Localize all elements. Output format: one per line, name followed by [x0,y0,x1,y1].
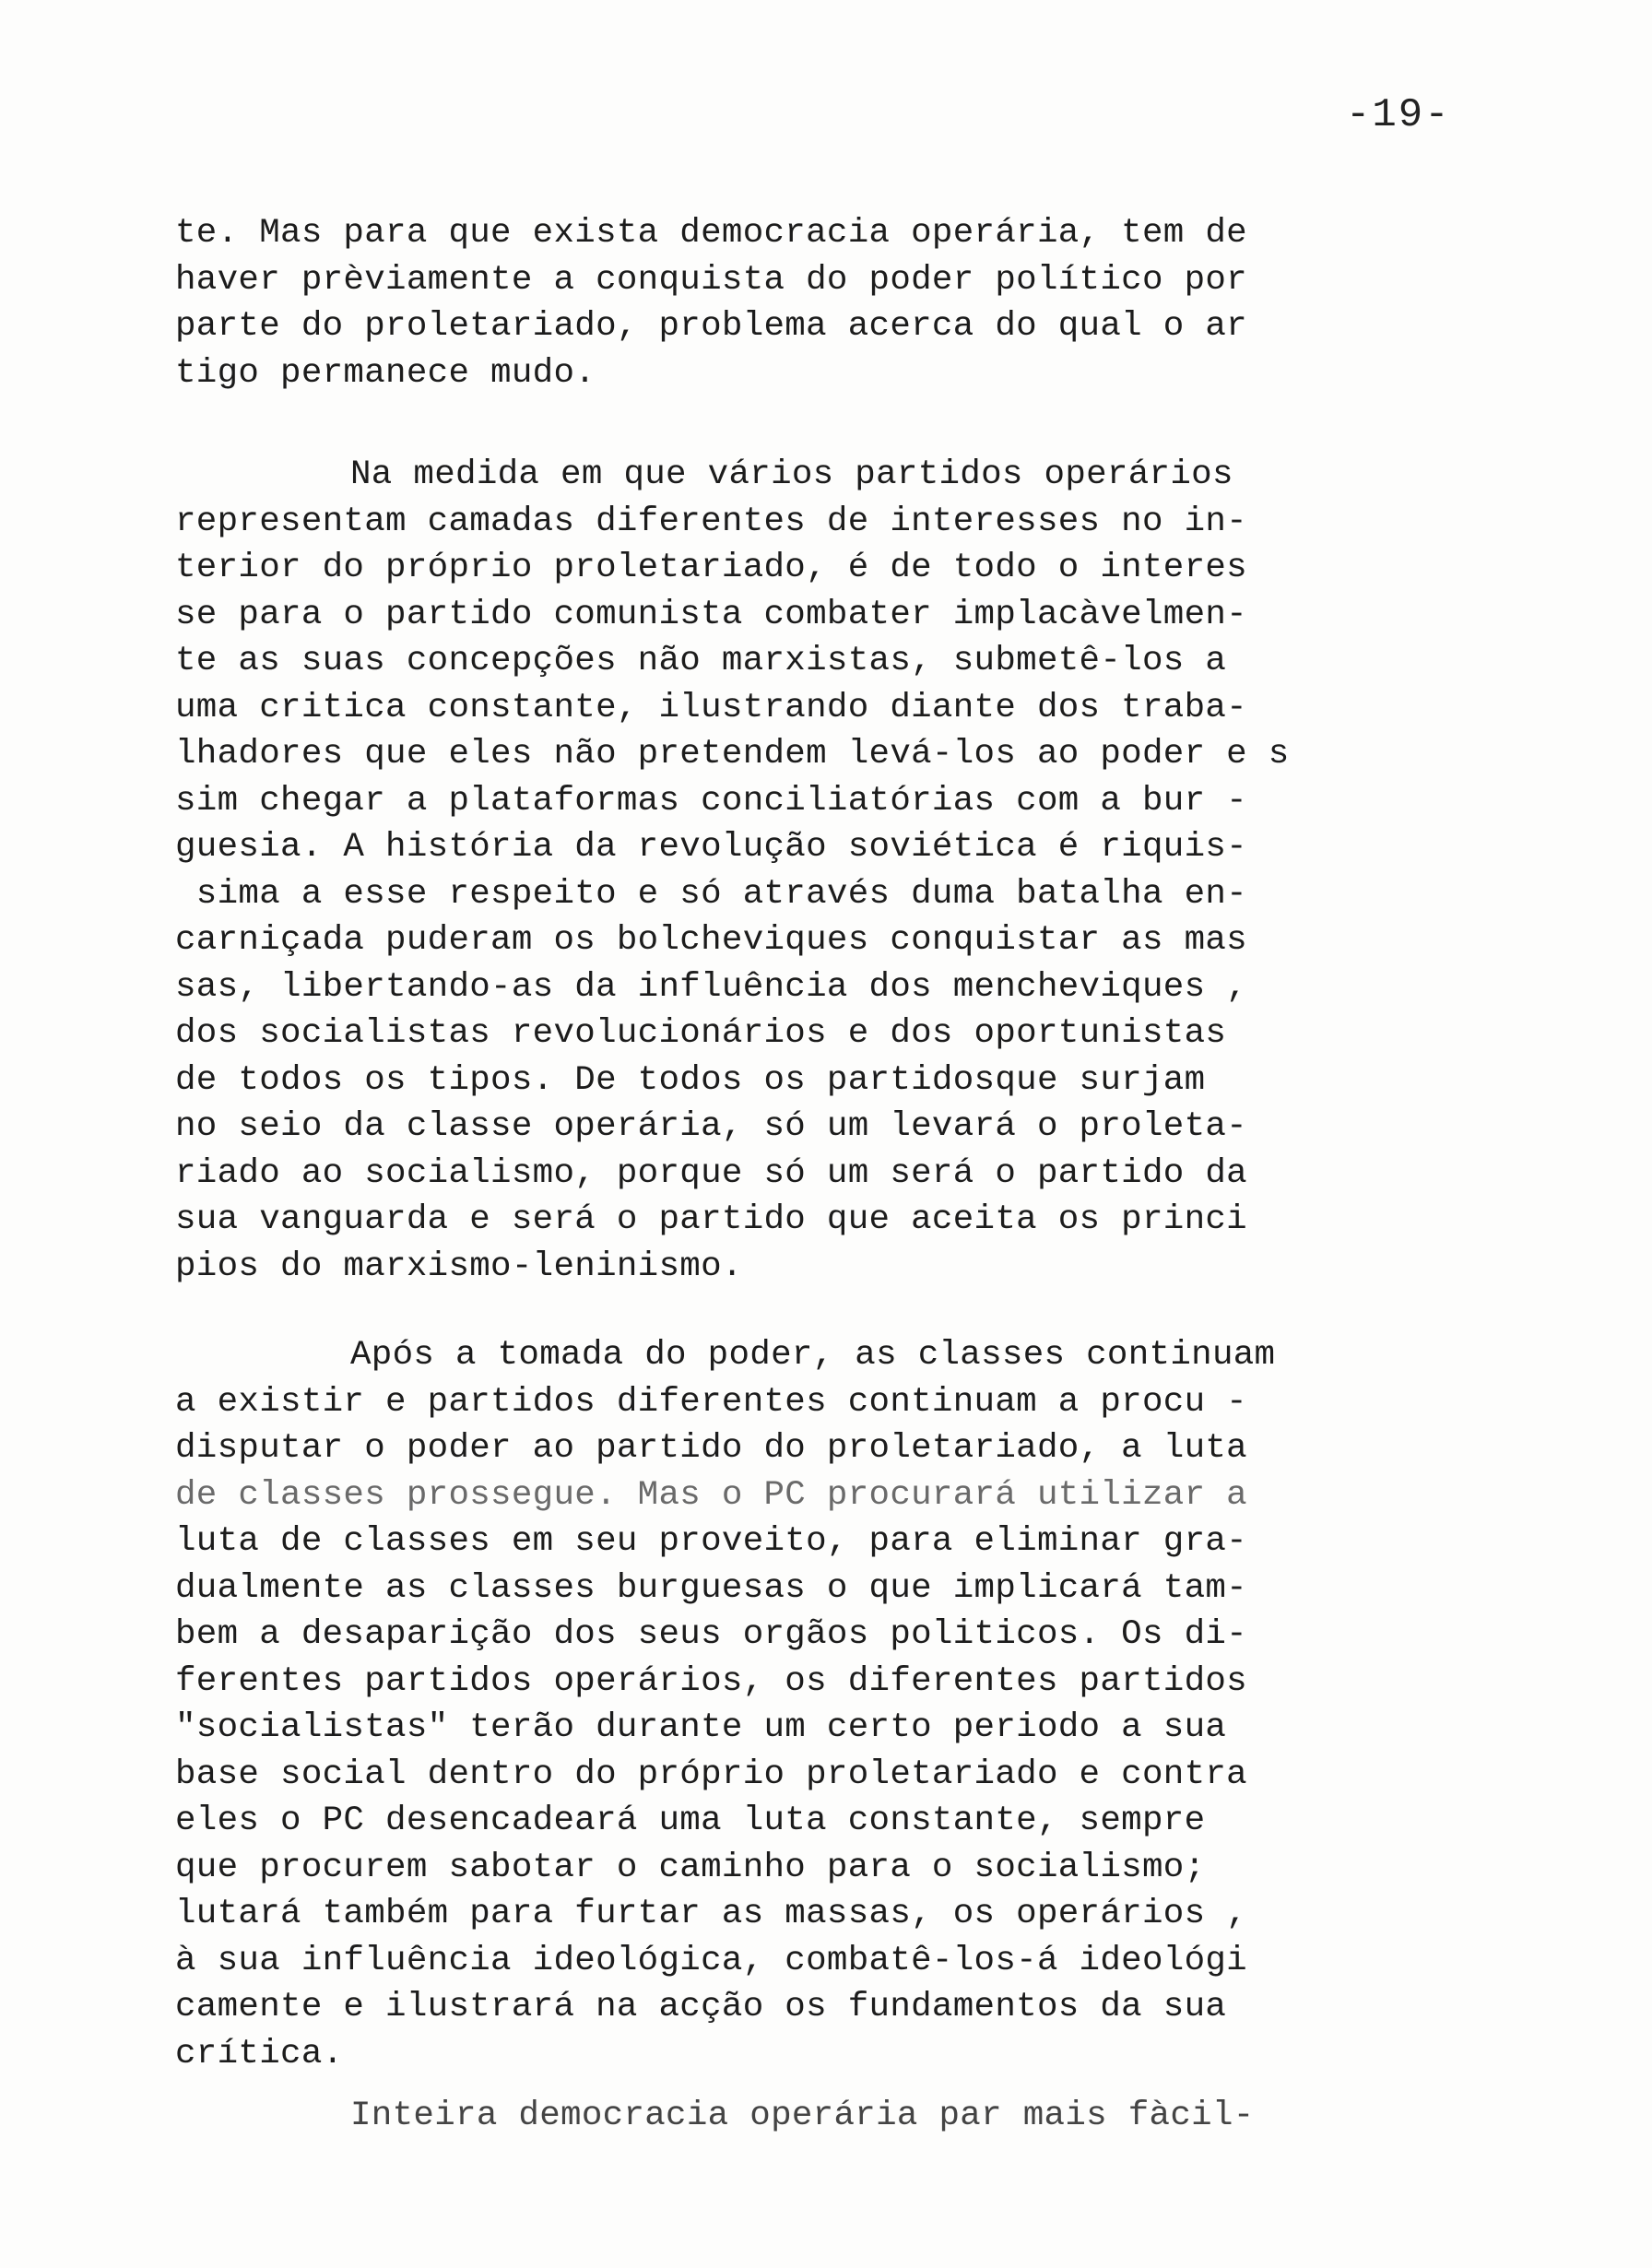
text-line: luta de classes em seu proveito, para eliminar gra- [175,1522,1247,1561]
text-line: sua vanguarda e será o partido que aceita os princi [175,1200,1247,1239]
text-line: te as suas concepções não marxistas, submetê-los a [175,642,1227,680]
text-line: dualmente as classes burguesas o que implicará tam- [175,1568,1247,1608]
text-line: crítica. [175,2034,344,2073]
text-line: de classes prossegue. Mas o PC procurará utilizar a [175,1475,1247,1515]
text-line: no seio da classe operária, só um levará o proleta- [175,1107,1247,1146]
text-line: se para o partido comunista combater implacàvelmen- [175,595,1247,634]
text-line: lhadores que eles não pretendem levá-los ao poder e s [175,735,1290,774]
text-line: carniçada puderam os bolcheviques conquistar as mas [175,921,1247,960]
text-line: sim chegar a plataformas conciliatórias com a bur - [175,781,1247,821]
text-line: guesia. A história da revolução soviética é riquis- [175,828,1247,867]
text-line: sima a esse respeito e só através duma batalha en- [175,874,1247,914]
paragraph-4 [175,2093,1503,2140]
paragraph-3 [175,1332,1503,2077]
text-line: haver prèviamente a conquista do poder político por [175,260,1247,300]
text-line: "socialistas" terão durante um certo periodo a sua [175,1708,1227,1747]
text-line: sas, libertando-as da influência dos mencheviques , [175,967,1247,1007]
text-line: ferentes partidos operários, os diferentes partidos [175,1661,1247,1701]
text-line: lutará também para furtar as massas, os operários , [175,1895,1247,1933]
text-line: uma critica constante, ilustrando diante dos traba- [175,688,1247,727]
text-line: tigo permanece mudo. [175,353,596,393]
text-line: bem a desaparição dos seus orgãos politicos. Os di- [175,1615,1247,1654]
text-line: eles o PC desencadeará uma luta constante, sempre [175,1801,1206,1840]
text-line: dos socialistas revolucionários e dos oportunistas [175,1014,1227,1053]
text-line: à sua influência ideológica, combatê-los-á ideológi [175,1941,1247,1980]
text-line: Inteira democracia operária par mais fàcil- [350,2097,1255,2135]
text-line: base social dentro do próprio proletariado e contra [175,1754,1247,1794]
text-line: disputar o poder ao partido do proletariado, a luta [175,1429,1247,1468]
text-line: a existir e partidos diferentes continuam a procu - [175,1382,1247,1422]
page-number: -19- [1346,92,1451,138]
text-line: que procurem sabotar o caminho para o socialismo; [175,1848,1206,1887]
text-line: pios do marxismo-leninismo. [175,1246,743,1286]
paragraph-2 [175,452,1503,1290]
text-line: de todos os tipos. De todos os partidosque surjam [175,1060,1206,1100]
text-line: parte do proletariado, problema acerca do qual o ar [175,307,1247,346]
text-line: Na medida em que vários partidos operários [350,455,1233,494]
text-line: camente e ilustrará na acção os fundamentos da sua [175,1988,1227,2026]
text-line: representam camadas diferentes de interesses no in- [175,502,1247,541]
text-line: te. Mas para que exista democracia operária, tem de [175,214,1247,253]
text-line: Após a tomada do poder, as classes continuam [350,1336,1276,1375]
text-line: terior do próprio proletariado, é de todo o interes [175,549,1247,587]
paragraph-1 [175,210,1503,396]
text-line: riado ao socialismo, porque só um será o partido da [175,1153,1247,1193]
